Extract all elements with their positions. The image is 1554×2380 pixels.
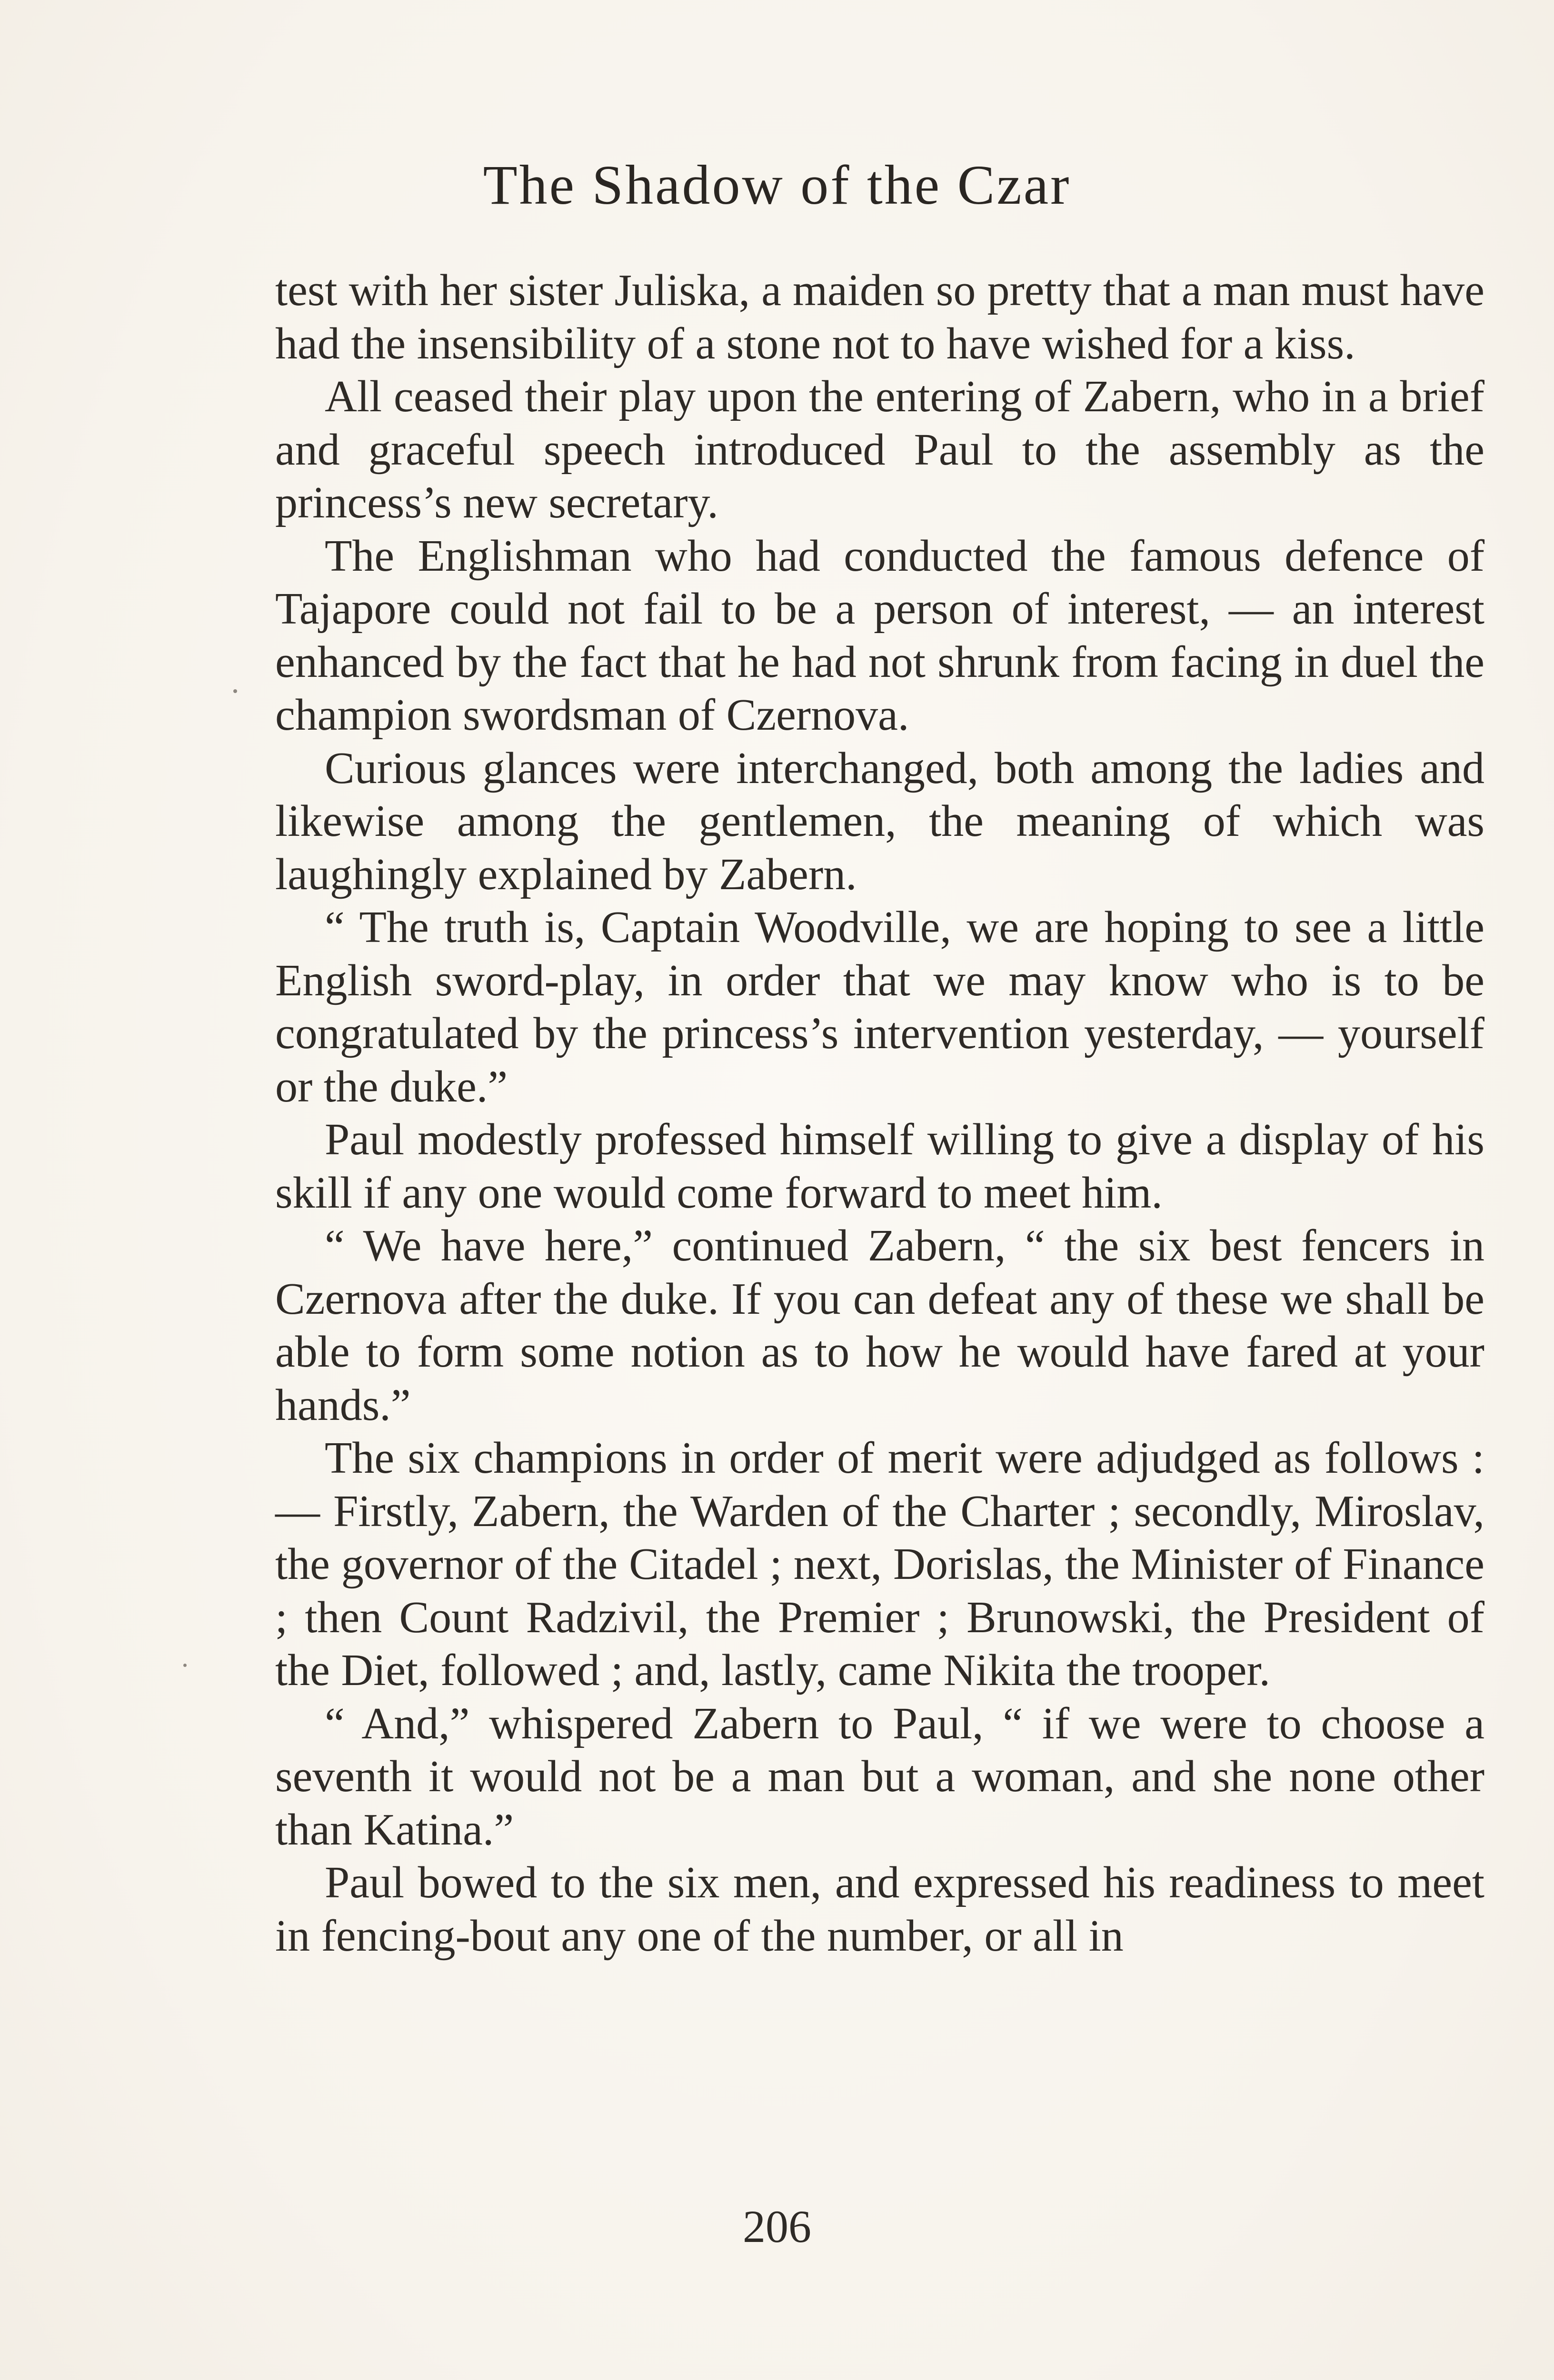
paragraph: test with her sister Juliska, a maiden so pretty that a man must have had the insensibility of a stone not to have wished for a kiss. [275, 266, 1484, 368]
paragraph: All ceased their play upon the entering of Zabern, who in a brief and graceful speech introduced Paul to the assembly as the princess’s new secretary. [275, 372, 1484, 527]
paragraph: The six champions in order of merit were adjudged as follows : — Firstly, Zabern, the Warden of the Charter ; secondly, Miroslav, the governor of the Citadel ; next, Dorislas, the Minister of Finance ; then Count Radzivil, the Premier ; Brunowski, the President of the Diet, followed ; and, lastly, came Nikita the trooper. [275, 1433, 1484, 1695]
paragraph: Paul modestly professed himself willing to give a display of his skill if any one would come forward to meet him. [275, 1115, 1484, 1218]
paragraph: “ The truth is, Captain Woodville, we are hoping to see a little English sword-play, in order that we may know who is to be congratulated by the princess’s intervention yesterday, — yourself or the duke.” [275, 902, 1484, 1111]
paragraph: The Englishman who had conducted the famous defence of Tajapore could not fail to be a person of interest, — an interest enhanced by the fact that he had not shrunk from facing in duel the champion swordsman of Czernova. [275, 531, 1484, 740]
running-head: The Shadow of the Czar [483, 154, 1071, 216]
paper-speck [183, 1664, 187, 1667]
paragraph: “ And,” whispered Zabern to Paul, “ if we were to choose a seventh it would not be a man but a woman, and she none other than Katina.” [275, 1698, 1484, 1854]
body-text [275, 264, 1484, 1963]
page-number: 206 [743, 2201, 811, 2252]
paragraph: Paul bowed to the six men, and expressed his readiness to meet in fencing-bout any one of the number, or all in [275, 1858, 1484, 1961]
paper-speck [233, 689, 237, 693]
paragraph: “ We have here,” continued Zabern, “ the six best fencers in Czernova after the duke. If you can defeat any of these we shall be able to form some notion as to how he would have fared at your hands.” [275, 1221, 1484, 1430]
paragraph: Curious glances were interchanged, both among the ladies and likewise among the gentlemen, the meaning of which was laughingly explained by Zabern. [275, 743, 1484, 899]
